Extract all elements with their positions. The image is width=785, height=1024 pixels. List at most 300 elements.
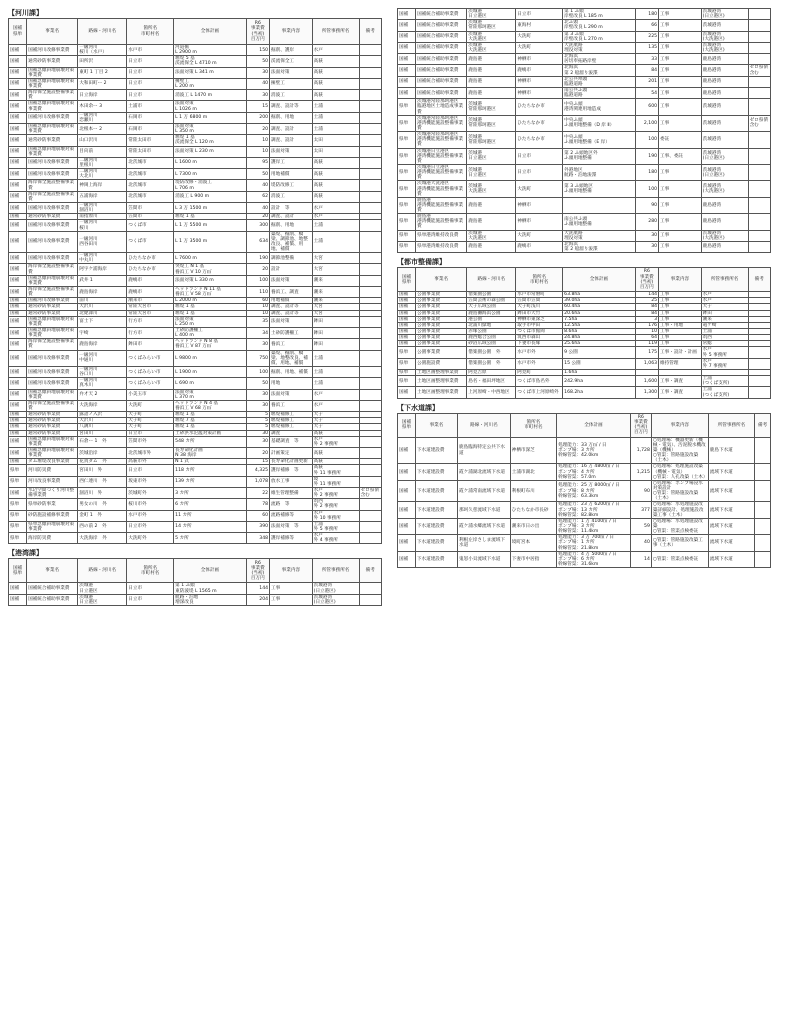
route-cell: 目向前 [78, 146, 127, 157]
project-name-cell: 茨城港常陸那珂港区 港湾機能施設整備事業費 [416, 132, 467, 148]
content-cell: 渓流保全工 [270, 56, 313, 67]
remarks-cell [359, 157, 381, 168]
office-cell: 流域下水道 [708, 464, 754, 480]
content-cell: 用地補償 [270, 298, 313, 304]
project-name-cell: 公園事業費 [416, 298, 467, 304]
type-cell: 国補 [9, 180, 27, 191]
project-name-cell: 土地区画整理事業費 [416, 370, 467, 376]
remarks-cell [359, 180, 381, 191]
route-cell: 阿見吉原 [467, 370, 516, 376]
table-row [9, 510, 382, 521]
location-cell: 北茨城市 [127, 169, 174, 180]
table-row [9, 67, 382, 78]
project-name-cell: 河川改良事業費 [27, 476, 78, 487]
column-header: 事業名 [27, 559, 78, 583]
location-cell: ひたちなか市 [516, 132, 563, 148]
location-cell: 坂東市外 [127, 476, 174, 487]
column-header: 備考 [359, 19, 381, 45]
plan-cell: 北海浜 居切奉拓路岸壁 [563, 54, 635, 65]
table-port-continued [397, 8, 771, 253]
budget-cell: 10 [246, 146, 269, 157]
table-row [398, 437, 771, 464]
table-row [9, 191, 382, 202]
project-name-cell: 下水道建設費 [415, 480, 457, 502]
plan-cell: 6 カ所 [174, 499, 246, 510]
location-cell: 神栖市 [516, 214, 563, 230]
route-cell: 茨城港 大洗港区 [467, 42, 516, 53]
budget-cell: 348 [246, 533, 269, 544]
type-cell: 県単 [398, 370, 416, 376]
content-cell: 掘削、用地 [270, 220, 313, 231]
remarks-cell [359, 220, 381, 231]
office-cell: 大宮 [312, 253, 359, 264]
route-cell: 木田余ー 3 [78, 101, 127, 112]
location-cell: 日立市 [127, 594, 174, 605]
office-cell: 大宮 [312, 264, 359, 275]
office-cell: 土浦 [312, 101, 359, 112]
budget-cell: 54 [635, 87, 658, 98]
plan-cell: 9 公園 [563, 347, 635, 358]
table-row [398, 42, 771, 53]
type-cell: 国補 [398, 502, 416, 518]
budget-cell: 175 [635, 347, 658, 358]
office-cell: 大子 [701, 304, 748, 310]
column-header: R6 事業費 (当初) 百万円 [246, 19, 269, 45]
content-cell: 用地 [270, 378, 313, 389]
budget-cell: 150 [246, 45, 269, 56]
project-name-cell: 国補急傾斜地崩壊対策事業費 [27, 123, 78, 134]
route-cell: 弁才天 2 [78, 389, 127, 400]
project-name-cell: 公園事業費 [416, 310, 467, 316]
content-cell: ○処理場：処理施設改築（機械・電気） ○管渠：人孔改築（土木） [652, 464, 708, 480]
route-cell: 大和田町ー 2 [78, 78, 127, 89]
column-header: 箇所名 市町村名 [127, 559, 174, 583]
project-name-cell: 国補急傾斜地崩壊対策事業費 [27, 389, 78, 400]
budget-cell: 1,728 [630, 437, 651, 464]
table-row [398, 87, 771, 98]
budget-cell: 10 [246, 135, 269, 146]
route-cell: 一級河川 中通川 [78, 350, 127, 366]
project-name-cell: 通常砂防事業費 [27, 135, 78, 146]
plan-cell: 5 カ所 [174, 533, 246, 544]
content-cell: 放水工事 [270, 476, 313, 487]
column-header: 事業名 [416, 268, 467, 292]
remarks-cell [748, 358, 770, 369]
remarks-cell [359, 521, 381, 532]
budget-cell: 50 [246, 169, 269, 180]
budget-cell: 1,063 [635, 358, 658, 369]
section-river [8, 8, 382, 544]
table-row [9, 487, 382, 498]
remarks-cell [359, 316, 381, 327]
type-cell: 国補 [9, 135, 27, 146]
plan-cell: 北海浜 第 2 船溜り浚渫 [563, 241, 635, 252]
office-cell: 茨城港湾 [701, 20, 748, 31]
table-river [8, 18, 382, 544]
left-column [8, 8, 382, 606]
budget-cell: 40 [246, 78, 269, 89]
project-name-cell: 海岸保全施設整備事業費 [27, 180, 78, 191]
office-cell: 筑西 外 2 事務所 [312, 499, 359, 510]
type-cell: 国補 [9, 123, 27, 134]
route-cell: 茨城港 日立港区 [467, 9, 516, 20]
budget-cell: 1,215 [630, 464, 651, 480]
table-row [9, 123, 382, 134]
content-cell: 工事 [659, 197, 702, 213]
budget-cell: 60 [246, 510, 269, 521]
table-body [398, 437, 771, 567]
content-cell: 計画策定 [270, 447, 313, 458]
plan-cell: 外港地区 航路・泊地浚渫 [563, 164, 635, 180]
plan-cell: 25.6ha [563, 341, 635, 347]
office-cell: 水戸 [312, 389, 359, 400]
column-header: 国補 県単 [9, 19, 27, 45]
plan-cell: 1.6ha [563, 370, 635, 376]
content-cell: ○管渠：管路施設改築工事（土木） [651, 535, 708, 551]
content-cell: 調査、設計等 [270, 304, 313, 310]
type-cell: 国補 [9, 304, 27, 310]
type-cell: 国補 [9, 459, 27, 465]
project-name-cell: 国補統合補助事業費 [27, 583, 78, 594]
type-cell: 国補 [9, 328, 27, 339]
location-cell: 神栖市東深芝 [516, 316, 563, 322]
office-cell: 土浦 [312, 112, 359, 123]
office-cell: 鹿島下水道 [708, 437, 754, 464]
budget-cell: 390 [246, 521, 269, 532]
budget-cell: 78 [246, 499, 269, 510]
plan-cell: 118 カ所 [174, 465, 246, 476]
office-cell: 茨城港湾 (日立港区) [312, 583, 359, 594]
budget-cell: 110 [246, 287, 269, 298]
plan-cell: 168.2ha [563, 387, 635, 398]
location-cell: 大子町浅川 [516, 304, 563, 310]
table-row [9, 339, 382, 350]
route-cell: 北姥澤川 [78, 310, 127, 316]
project-name-cell: 国補統合補助事業費 [416, 20, 467, 31]
plan-cell: 南公共ふ頭 臨港道路 [563, 87, 635, 98]
office-cell: 鹿島港湾 [701, 197, 748, 213]
location-cell: 大子町 [127, 412, 174, 418]
route-cell: 西の前 2 外 [78, 521, 127, 532]
budget-cell: 10 [246, 310, 269, 316]
remarks-cell [359, 253, 381, 264]
content-cell: 調査、設計等 [270, 101, 313, 112]
route-cell: 南指原川 [78, 214, 127, 220]
plan-cell: 法面対策 L 350 m [174, 123, 246, 134]
content-cell: 工事・調査 [659, 376, 702, 387]
budget-cell: 280 [635, 214, 658, 230]
project-name-cell: ダム堰堤改良事業費 [27, 459, 78, 465]
remarks-cell [748, 214, 770, 230]
type-cell: 県単 [398, 241, 416, 252]
location-cell: 日立市 [127, 430, 174, 436]
content-cell: 流路補修等 [270, 510, 313, 521]
column-header: 備考 [755, 413, 771, 437]
location-cell: 大子町 [127, 418, 174, 424]
plan-cell: 土砂防護柵工 L 400 m [174, 328, 246, 339]
plan-cell: 堰堤 1 基 [174, 310, 246, 316]
plan-cell: 法面対策 L 341 m [174, 67, 246, 78]
content-cell: 工事、委託 [659, 148, 702, 164]
route-cell: 前川 [78, 298, 127, 304]
location-cell: つくばみらい市 [127, 378, 174, 389]
type-cell: 国補 [9, 418, 27, 424]
plan-cell: 中央ふ頭 港湾関連用地造成 [563, 99, 635, 115]
budget-cell: 30 [635, 230, 658, 241]
plan-cell: 39.0ha [563, 298, 635, 304]
column-header: 箇所名 市町村名 [127, 19, 174, 45]
location-cell: 利根町布川 [510, 480, 556, 502]
budget-cell: 84 [635, 304, 658, 310]
route-cell: 金町 1 外 [78, 510, 127, 521]
route-cell: 大沢川 [78, 418, 127, 424]
location-cell: 行方市 [127, 328, 174, 339]
location-cell: 鹿嶋市 [127, 275, 174, 286]
table-body [9, 583, 382, 606]
content-cell: 工事 [659, 42, 702, 53]
location-cell: 常陸太田市 [127, 146, 174, 157]
project-name-cell: 国補河川改修事業費 [27, 202, 78, 213]
table-row [398, 358, 771, 369]
section-port-part2 [397, 8, 771, 253]
project-name-cell: 土地区画整理事業費 [416, 387, 467, 398]
location-cell: 大子町 [127, 424, 174, 430]
location-cell: 日立市 [127, 90, 174, 101]
table-row [9, 45, 382, 56]
office-cell: 茨城港湾 (日立港区) [701, 164, 748, 180]
type-cell: 県単 [9, 476, 27, 487]
office-cell: 水戸 外 7 事務所 [701, 358, 748, 369]
office-cell: 潮来 [312, 298, 359, 304]
remarks-cell [359, 169, 381, 180]
plan-cell: 処理能力：33 万㎥ / 日 ポンプ場：3 カ所 幹線管渠：42.0km [557, 437, 631, 464]
route-cell: 茨城港 常陸那珂港区 [467, 20, 516, 31]
remarks-cell [359, 447, 381, 458]
project-name-cell: 公園事業費 [416, 292, 467, 298]
route-cell: 大洗海岸 外 [78, 533, 127, 544]
location-cell: 筑西市森山 [516, 335, 563, 341]
project-name-cell: 国補河川改修事業費 [27, 231, 78, 253]
location-cell: 鉾田市 [127, 339, 174, 350]
budget-cell: 1,078 [246, 476, 269, 487]
office-cell: 水戸 外 4 事務所 [312, 533, 359, 544]
route-cell: 茨城港 大洗港区 [467, 230, 516, 241]
type-cell: 国補 [9, 447, 27, 458]
route-cell: 一級河川 桜川（水戸） [78, 45, 127, 56]
table-row [398, 480, 771, 502]
content-cell: 工事 [659, 298, 702, 304]
type-cell: 県単 [398, 214, 416, 230]
remarks-cell: ゼロ県債含む [748, 115, 770, 131]
content-cell: 工事 [659, 20, 702, 31]
project-name-cell: 公園事業費 [416, 322, 467, 328]
office-cell: 鹿島港湾 [701, 214, 748, 230]
remarks-cell [359, 465, 381, 476]
project-name-cell: 国補急傾斜地崩壊対策事業費 [27, 101, 78, 112]
plan-cell: 処理能力：4 万 5000㎥ / 日 ポンプ場：6 カ所 幹線管渠：31.6km [557, 551, 631, 567]
table-row [9, 135, 382, 146]
route-cell: 茨城港 日立港区 [467, 164, 516, 180]
plan-cell: 処理能力：1 万 4100㎥ / 日 ポンプ場：3 カ所 幹線管渠：11.4km [557, 518, 631, 534]
budget-cell: 100 [246, 275, 269, 286]
plan-cell: 8.6ha [563, 329, 635, 335]
table-row [9, 231, 382, 253]
plan-cell: 12.5ha [563, 322, 635, 328]
content-cell: 工事・設計・計画 [659, 347, 702, 358]
route-cell: 宮田川 [78, 430, 127, 436]
project-name-cell: 国補統合補助事業費 [416, 65, 467, 76]
column-header: 事業内容 [659, 268, 702, 292]
location-cell: 常陸太田市 [127, 135, 174, 146]
type-cell: 国補 [9, 78, 27, 89]
budget-cell: 5 [246, 418, 269, 424]
type-cell: 国補 [9, 583, 27, 594]
table-row [9, 275, 382, 286]
content-cell: 工事・調査 [659, 387, 702, 398]
route-cell: 霞ケ浦水郷流域下水道 [458, 518, 511, 534]
type-cell: 国補 [9, 367, 27, 378]
location-cell: ひたちなか市 [127, 253, 174, 264]
content-cell: 調節池整備 [270, 253, 313, 264]
type-cell: 国補 [398, 480, 416, 502]
plan-cell: L 690 m [174, 378, 246, 389]
project-name-cell: 国補河川改修事業費 [27, 350, 78, 366]
remarks-cell [755, 535, 771, 551]
project-name-cell: 国補急傾斜地崩壊対策事業費 [27, 447, 78, 458]
content-cell: 維持管理 [659, 358, 702, 369]
location-cell: 桜川市外 [127, 499, 174, 510]
plan-cell: ヘッドランド N 11 基 養浜工 V 58 万㎥ [174, 287, 246, 298]
section-title-river: 【河川課】 [8, 9, 43, 17]
route-cell: 北根本ー 2 [78, 123, 127, 134]
type-cell: 県単 [398, 358, 416, 369]
location-cell: 日立市 [516, 164, 563, 180]
project-name-cell: 茨城港常陸那珂港区 港湾機能施設整備事業費 [416, 115, 467, 131]
plan-cell: ヘッドランド N 4 基 養浜工 V 68 万㎥ [174, 400, 246, 411]
office-cell: 太田 [312, 146, 359, 157]
location-cell: 取手市中田 [516, 322, 563, 328]
plan-cell: 土砂洪水氾濫対策計画 [174, 430, 246, 436]
project-name-cell: 公園事業費 [416, 335, 467, 341]
type-cell: 国補 [9, 400, 27, 411]
location-cell: 茨城町外 [127, 487, 174, 498]
office-cell: 茨城港湾 (大洗港区) [701, 230, 748, 241]
location-cell: ひたちなか市 [127, 264, 174, 275]
content-cell: 築堤、掘削、橋梁、地整改良、補償、用地、補償 [270, 350, 313, 366]
route-cell: 阿字ケ浦海岸 [78, 264, 127, 275]
type-cell: 国補 [9, 594, 27, 605]
plan-cell: 法面対策 L 330 m [174, 275, 246, 286]
remarks-cell [359, 510, 381, 521]
office-cell: 流域下水道 [708, 551, 754, 567]
type-cell: 国補 [398, 329, 416, 335]
header-row [9, 559, 382, 583]
project-name-cell: 国補急傾斜地崩壊対策事業費 [27, 328, 78, 339]
budget-cell: 190 [246, 253, 269, 264]
plan-cell: 処理能力：25 万 8000㎥ / 日 ポンプ場：8 カ所 幹線管渠：63.3km [557, 480, 631, 502]
section-title-sewer: 【下水道課】 [397, 403, 439, 412]
office-cell: 土浦 [312, 367, 359, 378]
remarks-cell [748, 42, 770, 53]
plan-cell: 北ふ頭 岸壁改良 L 290 m [563, 20, 635, 31]
office-cell: 茨城港湾 (日立港区) [701, 9, 748, 20]
budget-cell: 1,300 [635, 387, 658, 398]
table-row [398, 132, 771, 148]
remarks-cell [359, 101, 381, 112]
table-row [398, 115, 771, 131]
route-cell: 鹿島港 [467, 197, 516, 213]
route-cell: 東町 1 丁目 2 [78, 67, 127, 78]
plan-cell: 3 カ所 [174, 487, 246, 498]
table-row [9, 533, 382, 544]
plan-cell: 処理能力：3 万 700㎥ / 日 ポンプ場：1 カ所 幹線管渠：21.8km [557, 535, 631, 551]
location-cell: 水戸市外 [127, 510, 174, 521]
type-cell: 国補 [9, 378, 27, 389]
route-cell: 一級河川 中丸川 [78, 253, 127, 264]
remarks-cell [748, 20, 770, 31]
column-header: 全体計画 [174, 19, 246, 45]
location-cell: つくばみらい市 [127, 350, 174, 366]
budget-cell: 15 [246, 459, 269, 465]
plan-cell: 堰堤 5 基 渓流保全 L 4710 m [174, 56, 246, 67]
location-cell: 水戸市外 [516, 347, 563, 358]
type-cell: 国補 [398, 42, 416, 53]
plan-cell: 堰堤 1 基 [174, 424, 246, 430]
type-cell: 国補 [9, 339, 27, 350]
location-cell: 行方市 [127, 316, 174, 327]
plan-cell: 航路・泊地 増深改良 [174, 594, 246, 605]
plan-cell: 大洗航路 埋没対策 [563, 42, 635, 53]
route-cell: 八溝川 [78, 424, 127, 430]
location-cell: 潮来市日の出 [510, 518, 556, 534]
remarks-cell [748, 132, 770, 148]
project-name-cell: 公園事業費 [416, 347, 467, 358]
type-cell: 国補 [9, 56, 27, 67]
table-row [398, 99, 771, 115]
table-row [398, 197, 771, 213]
budget-cell: 22 [246, 487, 269, 498]
route-cell: 笠間芸術の森公園 [467, 298, 516, 304]
office-cell: 高萩 [312, 78, 359, 89]
plan-cell: 処理能力：16 万 4800㎥ / 日 ポンプ場：4 カ所 幹線管渠：57.0m [557, 464, 631, 480]
plan-cell: 堰堤 7 基 [174, 418, 246, 424]
content-cell: 工事 [659, 316, 702, 322]
column-header: 所管事務所名 [708, 413, 754, 437]
table-row [398, 464, 771, 480]
content-cell: 擁壁工 [270, 78, 313, 89]
table-row [9, 367, 382, 378]
project-name-cell: 公園施設費 [416, 358, 467, 369]
location-cell: 常陸大宮市 [127, 304, 174, 310]
table-row [9, 476, 382, 487]
plan-cell: 11 カ所 [174, 510, 246, 521]
office-cell: 土浦 [312, 220, 359, 231]
route-cell: 一級河川 涸沼川 [78, 202, 127, 213]
project-name-cell: 国補急傾斜地崩壊対策事業費 [27, 67, 78, 78]
remarks-cell [748, 76, 770, 87]
plan-cell: 7.5ha [563, 316, 635, 322]
content-cell: 工事 [659, 292, 702, 298]
type-cell: 国補 [9, 169, 27, 180]
table-body [398, 292, 771, 399]
remarks-cell [748, 164, 770, 180]
budget-cell: 225 [635, 31, 658, 42]
office-cell: 高萩 [312, 180, 359, 191]
location-cell: つくばみらい市 [127, 367, 174, 378]
budget-cell: 20 [246, 447, 269, 458]
remarks-cell [359, 499, 381, 510]
project-name-cell: 国補急傾斜地崩壊対策事業費 [27, 78, 78, 89]
